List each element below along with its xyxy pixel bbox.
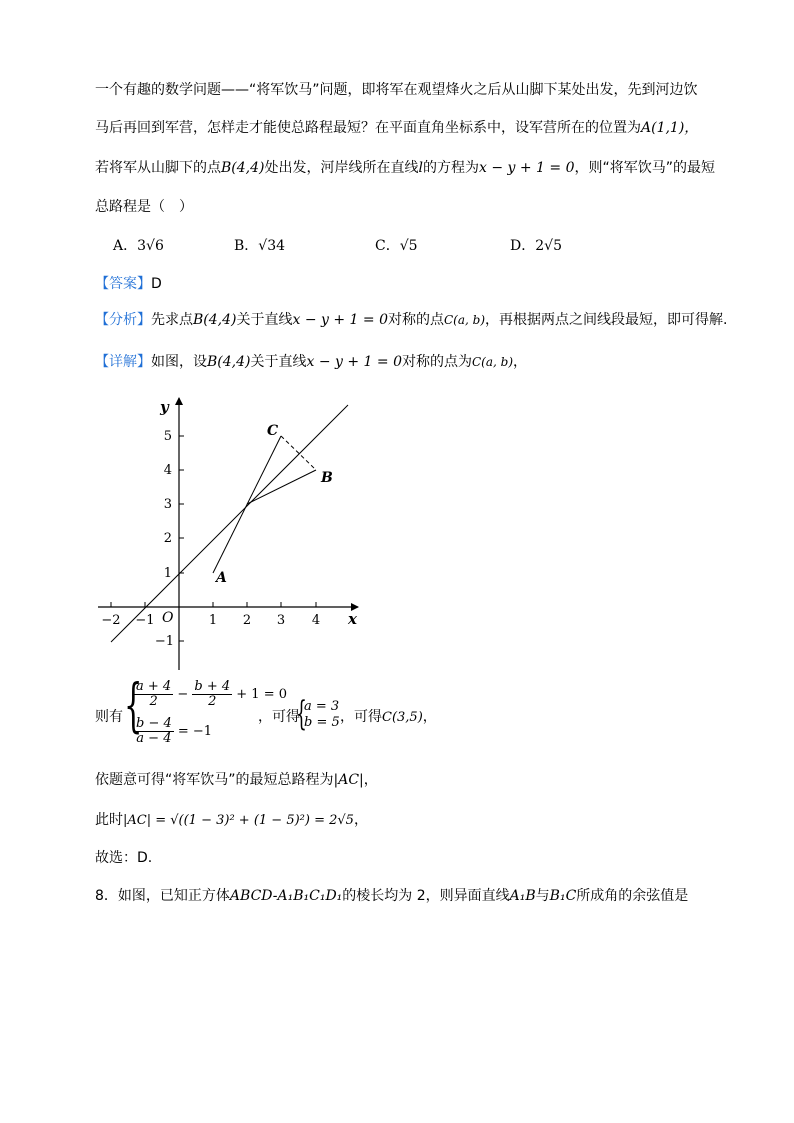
system-end: ，可得C(3,5)， xyxy=(340,709,437,725)
conclusion-line-2: 此时|AC| = √((1 − 3)² + (1 − 5)²) = 2√5， xyxy=(95,812,368,828)
problem-line-4: 总路程是（ ） xyxy=(95,199,193,215)
point-b-coord: B(4,4) xyxy=(221,160,265,176)
y-tick-label: 4 xyxy=(163,463,172,478)
line-b1c: B₁C xyxy=(549,888,577,904)
point-c-symbol: C(a, b) xyxy=(444,313,486,327)
option-value: 2√5 xyxy=(535,238,562,254)
point-c-symbol: C(a, b) xyxy=(472,355,514,369)
coordinate-figure xyxy=(90,390,370,680)
y-tick-label: 3 xyxy=(163,497,172,512)
x-tick-label: 4 xyxy=(311,613,321,628)
x-tick-label: −2 xyxy=(101,613,121,628)
y-tick-label: 2 xyxy=(163,531,172,546)
detail-text: 如图，设 xyxy=(151,354,207,370)
problem-text: 马后再回到军营，怎样走才能使总路程最短？在平面直角坐标系中，设军营所在的位置为 xyxy=(95,120,641,136)
problem-line-3 xyxy=(95,158,715,178)
answer-value: D xyxy=(151,276,162,292)
option-a xyxy=(113,235,164,255)
x-tick-label: 1 xyxy=(208,613,218,628)
origin-label: O xyxy=(162,610,174,626)
option-c xyxy=(375,235,418,255)
x-tick-label: 3 xyxy=(276,613,286,628)
analysis-text: 先求点 xyxy=(151,312,193,328)
option-value: √34 xyxy=(258,238,286,254)
analysis-text: ，再根据两点之间线段最短，即可得解. xyxy=(485,312,728,328)
point-b-label: B xyxy=(321,470,333,486)
option-value: 3√6 xyxy=(137,238,164,254)
problem-line-2 xyxy=(95,118,698,138)
conclusion-line-3: 故选：D. xyxy=(95,850,153,866)
x-tick-label: 2 xyxy=(242,613,252,628)
analysis-text: 对称的点 xyxy=(388,312,444,328)
system-brace: { xyxy=(124,671,143,739)
point-c-label: C xyxy=(267,423,279,439)
line-equation: x − y + 1 = 0 xyxy=(306,354,402,370)
problem-text: 若将军从山脚下的点 xyxy=(95,160,221,176)
segment-p-b xyxy=(247,470,316,504)
detail-line xyxy=(95,352,527,372)
problem-text: 的方程为 xyxy=(422,160,479,176)
option-d xyxy=(510,235,562,255)
segment-c-b-dashed xyxy=(281,436,316,470)
answer-tag: 【答案】 xyxy=(95,276,151,292)
point-a-coord: A(1,1)， xyxy=(641,120,699,136)
option-b xyxy=(234,235,285,255)
conclusion-line-1: 依题意可得“将军饮马”的最短总路程为|AC|， xyxy=(95,772,378,788)
problem-text: 处出发，河岸线所在直线 xyxy=(264,160,419,176)
y-axis-label: y xyxy=(160,398,169,416)
problem-line-1: 一个有趣的数学问题——“将军饮马”问题，即将军在观望烽火之后从山脚下某处出发，先到河边饮 xyxy=(95,82,698,98)
point-b-coord: B(4,4) xyxy=(193,312,237,328)
detail-tag: 【详解】 xyxy=(95,354,151,370)
result-brace: { xyxy=(296,694,307,734)
next-problem-line: 8．如图，已知正方体ABCD-A₁B₁C₁D₁的棱长均为 2，则异面直线A₁B与B₁C所成角的余弦值是 xyxy=(95,888,689,904)
detail-text: 关于直线 xyxy=(250,354,307,370)
option-letter: B． xyxy=(234,238,259,254)
problem-text: ，则“将军饮马”的最短 xyxy=(574,160,715,176)
ac-calculation: |AC| = √((1 − 3)² + (1 − 5)²) = 2√5 xyxy=(123,813,354,828)
cube-name: ABCD-A₁B₁C₁D₁ xyxy=(229,888,343,904)
line-equation: x − y + 1 = 0 xyxy=(292,312,388,328)
line-a1b: A₁B xyxy=(509,888,536,904)
option-letter: D． xyxy=(510,238,536,254)
equation-2: $\frac{b - 4}{a - 4}$ = −1 xyxy=(136,716,213,746)
answer-line xyxy=(95,274,162,294)
analysis-tag: 【分析】 xyxy=(95,312,151,328)
point-a-label: A xyxy=(216,570,227,586)
analysis-text: 关于直线 xyxy=(236,312,293,328)
x-tick-label: −1 xyxy=(135,613,155,628)
y-tick-label: −1 xyxy=(154,634,174,649)
system-prefix: 则有 xyxy=(95,709,123,725)
line-equation: x − y + 1 = 0 xyxy=(478,160,575,176)
line-l: l xyxy=(418,160,423,176)
result-values: a = 3 b = 5 xyxy=(304,699,340,730)
segment-a-c xyxy=(213,436,281,573)
option-value: √5 xyxy=(399,238,418,254)
system-mid: ，可得 xyxy=(258,709,300,725)
option-letter: C． xyxy=(375,238,400,254)
x-axis-label: x xyxy=(348,610,357,628)
y-tick-label: 5 xyxy=(163,429,172,444)
detail-text: ， xyxy=(513,354,528,370)
ac-length: |AC| xyxy=(333,772,364,788)
y-tick-label: 1 xyxy=(163,566,172,581)
option-letter: A． xyxy=(113,238,138,254)
equation-1: $\frac{a + 4}{2}$ − $\frac{b + 4}{2}$ + 1 = 0 xyxy=(136,679,287,709)
point-b-coord: B(4,4) xyxy=(207,354,251,370)
analysis-line xyxy=(95,310,727,330)
detail-text: 对称的点为 xyxy=(402,354,472,370)
